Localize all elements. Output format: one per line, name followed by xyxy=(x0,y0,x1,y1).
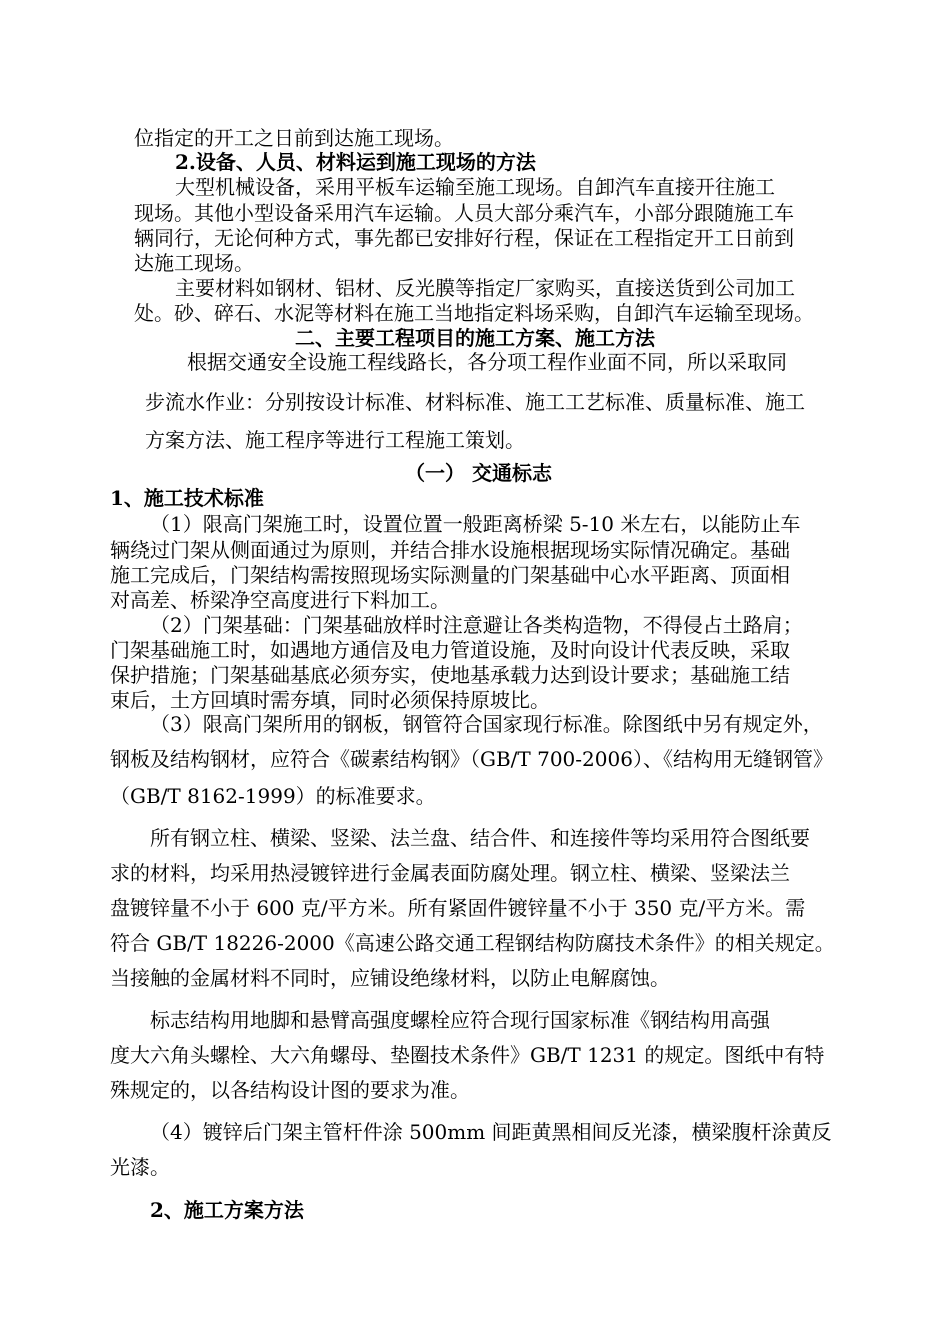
paragraph-line: 现场。其他小型设备采用汽车运输。人员大部分乘汽车，小部分跟随施工车 xyxy=(134,201,794,225)
subsection-heading: 2、施工方案方法 xyxy=(150,1198,304,1222)
paragraph-line: 殊规定的，以各结构设计图的要求为准。 xyxy=(110,1078,470,1102)
paragraph-line: 步流水作业：分别按设计标准、材料标准、施工工艺标准、质量标准、施工 xyxy=(145,390,805,414)
paragraph-line: 钢板及结构钢材，应符合《碳素结构钢》（GB/T 700-2006）、《结构用无缝钢管》 xyxy=(110,747,833,771)
chapter-heading: 二、主要工程项目的施工方案、施工方法 xyxy=(295,326,655,350)
paragraph-line: 达施工现场。 xyxy=(134,251,254,275)
paragraph-line: 辆绕过门架从侧面通过为原则，并结合排水设施根据现场实际情况确定。基础 xyxy=(110,538,790,562)
paragraph-line: 门架基础施工时，如遇地方通信及电力管道设施，及时向设计代表反映，采取 xyxy=(110,638,790,662)
paragraph-line: 保护措施；门架基础基底必须夯实，使地基承载力达到设计要求；基础施工结 xyxy=(110,663,790,687)
paragraph-line: （3）限高门架所用的钢板，钢管符合国家现行标准。除图纸中另有规定外， xyxy=(150,712,823,736)
subsection-heading: 1、施工技术标准 xyxy=(110,486,264,510)
paragraph-line: 方案方法、施工程序等进行工程施工策划。 xyxy=(145,428,525,452)
paragraph-line: 处。砂、碎石、水泥等材料在施工当地指定料场采购，自卸汽车运输至现场。 xyxy=(134,301,814,325)
paragraph-line: 根据交通安全设施工程线路长，各分项工程作业面不同，所以采取同 xyxy=(187,350,787,374)
paragraph-line: （GB/T 8162-1999）的标准要求。 xyxy=(110,784,436,808)
paragraph-line: （4）镀锌后门架主管杆件涂 500mm 间距黄黑相间反光漆，横梁腹杆涂黄反 xyxy=(150,1120,832,1144)
paragraph-line: 位指定的开工之日前到达施工现场。 xyxy=(134,126,454,150)
paragraph-line: 对高差、桥梁净空高度进行下料加工。 xyxy=(110,588,450,612)
paragraph-line: （1）限高门架施工时，设置位置一般距离桥梁 5-10 米左右，以能防止车 xyxy=(150,512,801,536)
paragraph-line: 求的材料，均采用热浸镀锌进行金属表面防腐处理。钢立柱、横梁、竖梁法兰 xyxy=(110,861,790,885)
paragraph-line: 度大六角头螺栓、大六角螺母、垫圈技术条件》GB/T 1231 的规定。图纸中有特 xyxy=(110,1043,825,1067)
paragraph-line: 主要材料如钢材、铝材、反光膜等指定厂家购买，直接送货到公司加工 xyxy=(175,276,795,300)
paragraph-line: 束后，土方回填时需夯填，同时必须保持原坡比。 xyxy=(110,688,550,712)
paragraph-line: 大型机械设备，采用平板车运输至施工现场。自卸汽车直接开往施工 xyxy=(175,175,775,199)
paragraph-line: 施工完成后，门架结构需按照现场实际测量的门架基础中心水平距离、顶面相 xyxy=(110,563,790,587)
paragraph-line: 所有钢立柱、横梁、竖梁、法兰盘、结合件、和连接件等均采用符合图纸要 xyxy=(150,826,810,850)
paragraph-line: 盘镀锌量不小于 600 克/平方米。所有紧固件镀锌量不小于 350 克/平方米。需 xyxy=(110,896,806,920)
paragraph-line: 符合 GB/T 18226-2000《高速公路交通工程钢结构防腐技术条件》的相关规定。 xyxy=(110,931,835,955)
paragraph-line: 辆同行，无论何种方式，事先都已安排好行程，保证在工程指定开工日前到 xyxy=(134,226,794,250)
subsection-heading: （一） 交通标志 xyxy=(405,461,552,485)
paragraph-line: （2）门架基础：门架基础放样时注意避让各类构造物，不得侵占土路肩； xyxy=(150,613,803,637)
section-heading: 2.设备、人员、材料运到施工现场的方法 xyxy=(175,150,536,174)
paragraph-line: 标志结构用地脚和悬臂高强度螺栓应符合现行国家标准《钢结构用高强 xyxy=(150,1008,770,1032)
paragraph-line: 光漆。 xyxy=(110,1155,170,1179)
paragraph-line: 当接触的金属材料不同时，应铺设绝缘材料，以防止电解腐蚀。 xyxy=(110,966,670,990)
